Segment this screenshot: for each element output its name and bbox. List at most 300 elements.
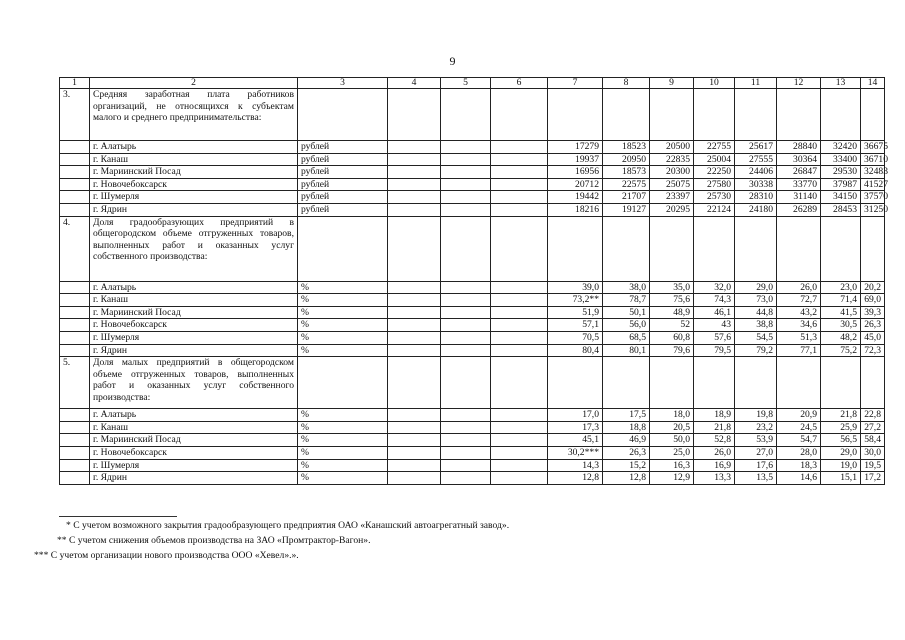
empty-cell: [441, 178, 491, 191]
value-cell: 36675: [861, 141, 885, 154]
value-cell: 20950: [603, 153, 650, 166]
empty-cell: [861, 357, 885, 409]
section-number: 3.: [60, 89, 90, 141]
unit-cell: %: [298, 306, 388, 319]
city-name: г. Алатырь: [90, 409, 298, 422]
value-cell: 68,5: [603, 331, 650, 344]
empty-cell: [491, 421, 548, 434]
value-cell: 29,0: [735, 281, 777, 294]
empty-cell: [441, 141, 491, 154]
empty-cell: [441, 89, 491, 141]
empty-cell: [388, 409, 441, 422]
footnote-1: * С учетом возможного закрытия градообразующего предприятия ОАО «Канашский автоагрегатный завод».: [66, 520, 510, 531]
empty-cell: [650, 216, 694, 281]
empty-cell: [441, 357, 491, 409]
empty-cell: [735, 89, 777, 141]
value-cell: 20300: [650, 166, 694, 179]
value-cell: 34,6: [777, 319, 821, 332]
value-cell: 20712: [548, 178, 603, 191]
empty-cell: [388, 434, 441, 447]
value-cell: 31250: [861, 203, 885, 216]
value-cell: 26,0: [694, 446, 735, 459]
value-cell: 45,1: [548, 434, 603, 447]
empty-cell: [603, 216, 650, 281]
value-cell: 20,2: [861, 281, 885, 294]
empty-cell: [441, 153, 491, 166]
value-cell: 13,3: [694, 472, 735, 485]
value-cell: 16,3: [650, 459, 694, 472]
empty-cell: [388, 166, 441, 179]
empty-cell: [603, 357, 650, 409]
value-cell: 17,2: [861, 472, 885, 485]
footnote-2: ** С учетом снижения объемов производства на ЗАО «Промтрактор-Вагон».: [57, 535, 371, 546]
col-header: 10: [694, 78, 735, 89]
value-cell: 57,6: [694, 331, 735, 344]
value-cell: 30338: [735, 178, 777, 191]
city-name: г. Шумерля: [90, 459, 298, 472]
table-row: [60, 306, 885, 319]
value-cell: 17,0: [548, 409, 603, 422]
page-number: 9: [449, 54, 456, 68]
value-cell: 38,8: [735, 319, 777, 332]
city-name: г. Ядрин: [90, 344, 298, 357]
empty-cell: [441, 459, 491, 472]
value-cell: 45,0: [861, 331, 885, 344]
table-row: [60, 191, 885, 204]
empty-cell: [388, 178, 441, 191]
value-cell: 75,6: [650, 294, 694, 307]
value-cell: 32420: [821, 141, 861, 154]
col-header: 13: [821, 78, 861, 89]
empty-cell: [388, 472, 441, 485]
value-cell: 22124: [694, 203, 735, 216]
value-cell: 12,8: [548, 472, 603, 485]
empty-cell: [388, 203, 441, 216]
empty-cell: [60, 141, 90, 154]
value-cell: 37570: [861, 191, 885, 204]
value-cell: 18,0: [650, 409, 694, 422]
empty-cell: [60, 166, 90, 179]
value-cell: 23397: [650, 191, 694, 204]
empty-cell: [548, 89, 603, 141]
value-cell: 14,3: [548, 459, 603, 472]
value-cell: 17,3: [548, 421, 603, 434]
value-cell: 18,8: [603, 421, 650, 434]
value-cell: 58,4: [861, 434, 885, 447]
city-name: г. Шумерля: [90, 331, 298, 344]
empty-cell: [60, 306, 90, 319]
value-cell: 75,2: [821, 344, 861, 357]
section-title-row: [60, 357, 885, 409]
value-cell: 34150: [821, 191, 861, 204]
value-cell: 21707: [603, 191, 650, 204]
table-row: [60, 344, 885, 357]
value-cell: 24180: [735, 203, 777, 216]
col-header: 2: [90, 78, 298, 89]
section-title-row: [60, 216, 885, 281]
value-cell: 22755: [694, 141, 735, 154]
empty-cell: [603, 89, 650, 141]
city-name: г. Мариинский Посад: [90, 306, 298, 319]
empty-cell: [491, 446, 548, 459]
value-cell: 48,9: [650, 306, 694, 319]
unit-cell: %: [298, 281, 388, 294]
empty-cell: [298, 216, 388, 281]
city-name: г. Новочебоксарск: [90, 319, 298, 332]
empty-cell: [388, 344, 441, 357]
value-cell: 25617: [735, 141, 777, 154]
value-cell: 33400: [821, 153, 861, 166]
empty-cell: [388, 446, 441, 459]
empty-cell: [694, 357, 735, 409]
section-title: Средняя заработная плата работников организаций, не относящихся к субъектам малого и среднего предпринимательства:: [90, 89, 298, 141]
empty-cell: [650, 357, 694, 409]
value-cell: 29,0: [821, 446, 861, 459]
empty-cell: [777, 89, 821, 141]
value-cell: 51,9: [548, 306, 603, 319]
unit-cell: рублей: [298, 191, 388, 204]
empty-cell: [491, 344, 548, 357]
value-cell: 79,5: [694, 344, 735, 357]
empty-cell: [491, 357, 548, 409]
value-cell: 80,4: [548, 344, 603, 357]
value-cell: 21,8: [821, 409, 861, 422]
value-cell: 52: [650, 319, 694, 332]
value-cell: 77,1: [777, 344, 821, 357]
value-cell: 39,0: [548, 281, 603, 294]
unit-cell: рублей: [298, 178, 388, 191]
value-cell: 35,0: [650, 281, 694, 294]
col-header: 3: [298, 78, 388, 89]
value-cell: 78,7: [603, 294, 650, 307]
value-cell: 17,5: [603, 409, 650, 422]
value-cell: 28840: [777, 141, 821, 154]
value-cell: 73,2**: [548, 294, 603, 307]
empty-cell: [491, 191, 548, 204]
empty-cell: [60, 191, 90, 204]
empty-cell: [60, 434, 90, 447]
value-cell: 73,0: [735, 294, 777, 307]
empty-cell: [60, 421, 90, 434]
value-cell: 27,2: [861, 421, 885, 434]
empty-cell: [60, 472, 90, 485]
unit-cell: %: [298, 446, 388, 459]
empty-cell: [441, 294, 491, 307]
value-cell: 20,5: [650, 421, 694, 434]
empty-cell: [388, 141, 441, 154]
value-cell: 25730: [694, 191, 735, 204]
empty-cell: [491, 294, 548, 307]
value-cell: 14,6: [777, 472, 821, 485]
col-header: 14: [861, 78, 885, 89]
empty-cell: [441, 344, 491, 357]
empty-cell: [388, 331, 441, 344]
empty-cell: [821, 216, 861, 281]
empty-cell: [735, 357, 777, 409]
unit-cell: рублей: [298, 153, 388, 166]
empty-cell: [388, 281, 441, 294]
empty-cell: [60, 203, 90, 216]
col-header: 1: [60, 78, 90, 89]
empty-cell: [60, 178, 90, 191]
value-cell: 16956: [548, 166, 603, 179]
empty-cell: [694, 216, 735, 281]
empty-cell: [491, 89, 548, 141]
unit-cell: рублей: [298, 203, 388, 216]
value-cell: 12,9: [650, 472, 694, 485]
empty-cell: [60, 294, 90, 307]
value-cell: 23,0: [821, 281, 861, 294]
value-cell: 20500: [650, 141, 694, 154]
city-name: г. Канаш: [90, 294, 298, 307]
unit-cell: %: [298, 344, 388, 357]
city-name: г. Ядрин: [90, 472, 298, 485]
value-cell: 56,0: [603, 319, 650, 332]
value-cell: 60,8: [650, 331, 694, 344]
empty-cell: [491, 409, 548, 422]
empty-cell: [821, 357, 861, 409]
footnote-divider: [59, 516, 177, 517]
empty-cell: [441, 306, 491, 319]
value-cell: 71,4: [821, 294, 861, 307]
value-cell: 24406: [735, 166, 777, 179]
value-cell: 21,8: [694, 421, 735, 434]
empty-cell: [491, 166, 548, 179]
value-cell: 53,9: [735, 434, 777, 447]
value-cell: 26,3: [603, 446, 650, 459]
empty-cell: [60, 331, 90, 344]
empty-cell: [777, 357, 821, 409]
value-cell: 19,5: [861, 459, 885, 472]
col-header: 11: [735, 78, 777, 89]
value-cell: 24,5: [777, 421, 821, 434]
value-cell: 13,5: [735, 472, 777, 485]
value-cell: 18216: [548, 203, 603, 216]
empty-cell: [388, 459, 441, 472]
col-header: 4: [388, 78, 441, 89]
value-cell: 51,3: [777, 331, 821, 344]
col-header: 9: [650, 78, 694, 89]
value-cell: 26847: [777, 166, 821, 179]
empty-cell: [441, 203, 491, 216]
value-cell: 27555: [735, 153, 777, 166]
empty-cell: [388, 421, 441, 434]
empty-cell: [777, 216, 821, 281]
empty-cell: [491, 434, 548, 447]
value-cell: 12,8: [603, 472, 650, 485]
value-cell: 22,8: [861, 409, 885, 422]
value-cell: 25,9: [821, 421, 861, 434]
empty-cell: [861, 89, 885, 141]
empty-cell: [491, 281, 548, 294]
value-cell: 52,8: [694, 434, 735, 447]
empty-cell: [441, 166, 491, 179]
table-row: [60, 331, 885, 344]
table-row: [60, 294, 885, 307]
value-cell: 28,0: [777, 446, 821, 459]
city-name: г. Шумерля: [90, 191, 298, 204]
value-cell: 54,5: [735, 331, 777, 344]
value-cell: 15,2: [603, 459, 650, 472]
value-cell: 30,5: [821, 319, 861, 332]
unit-cell: рублей: [298, 166, 388, 179]
city-name: г. Новочебоксарск: [90, 178, 298, 191]
value-cell: 79,2: [735, 344, 777, 357]
table-row: [60, 446, 885, 459]
unit-cell: %: [298, 331, 388, 344]
value-cell: 19,8: [735, 409, 777, 422]
value-cell: 20295: [650, 203, 694, 216]
empty-cell: [388, 216, 441, 281]
value-cell: 18,9: [694, 409, 735, 422]
table-row: [60, 319, 885, 332]
value-cell: 22250: [694, 166, 735, 179]
empty-cell: [491, 203, 548, 216]
empty-cell: [735, 216, 777, 281]
value-cell: 19442: [548, 191, 603, 204]
value-cell: 32,0: [694, 281, 735, 294]
value-cell: 19937: [548, 153, 603, 166]
city-name: г. Канаш: [90, 421, 298, 434]
value-cell: 22835: [650, 153, 694, 166]
unit-cell: %: [298, 421, 388, 434]
empty-cell: [441, 216, 491, 281]
empty-cell: [491, 306, 548, 319]
value-cell: 16,9: [694, 459, 735, 472]
value-cell: 19,0: [821, 459, 861, 472]
table-row: [60, 203, 885, 216]
empty-cell: [491, 459, 548, 472]
value-cell: 27,0: [735, 446, 777, 459]
value-cell: 27580: [694, 178, 735, 191]
value-cell: 32483: [861, 166, 885, 179]
value-cell: 43: [694, 319, 735, 332]
empty-cell: [298, 357, 388, 409]
section-number: 5.: [60, 357, 90, 409]
empty-cell: [60, 281, 90, 294]
empty-cell: [388, 89, 441, 141]
value-cell: 72,7: [777, 294, 821, 307]
value-cell: 79,6: [650, 344, 694, 357]
empty-cell: [441, 191, 491, 204]
value-cell: 50,1: [603, 306, 650, 319]
value-cell: 57,1: [548, 319, 603, 332]
empty-cell: [388, 319, 441, 332]
value-cell: 70,5: [548, 331, 603, 344]
empty-cell: [60, 319, 90, 332]
footnote-3: *** С учетом организации нового производства ООО «Хевел».».: [34, 550, 299, 561]
value-cell: 28310: [735, 191, 777, 204]
value-cell: 31140: [777, 191, 821, 204]
empty-cell: [821, 89, 861, 141]
empty-cell: [388, 306, 441, 319]
section-number: 4.: [60, 216, 90, 281]
value-cell: 33770: [777, 178, 821, 191]
value-cell: 30364: [777, 153, 821, 166]
value-cell: 18523: [603, 141, 650, 154]
value-cell: 38,0: [603, 281, 650, 294]
empty-cell: [60, 446, 90, 459]
value-cell: 54,7: [777, 434, 821, 447]
empty-cell: [388, 294, 441, 307]
empty-cell: [861, 216, 885, 281]
section-title: Доля малых предприятий в общегородском объеме отгруженных товаров, выполненных работ и оказанных услуг собственного производства:: [90, 357, 298, 409]
col-header: 5: [441, 78, 491, 89]
table-row: [60, 421, 885, 434]
value-cell: 29530: [821, 166, 861, 179]
empty-cell: [650, 89, 694, 141]
value-cell: 37987: [821, 178, 861, 191]
value-cell: 44,8: [735, 306, 777, 319]
city-name: г. Новочебоксарск: [90, 446, 298, 459]
table-row: [60, 434, 885, 447]
header-row: [60, 78, 885, 89]
value-cell: 15,1: [821, 472, 861, 485]
empty-cell: [491, 178, 548, 191]
value-cell: 22575: [603, 178, 650, 191]
table-row: [60, 166, 885, 179]
value-cell: 30,0: [861, 446, 885, 459]
empty-cell: [548, 216, 603, 281]
unit-cell: %: [298, 409, 388, 422]
value-cell: 18,3: [777, 459, 821, 472]
empty-cell: [694, 89, 735, 141]
empty-cell: [491, 331, 548, 344]
unit-cell: %: [298, 459, 388, 472]
col-header: 7: [548, 78, 603, 89]
value-cell: 23,2: [735, 421, 777, 434]
value-cell: 26289: [777, 203, 821, 216]
city-name: г. Канаш: [90, 153, 298, 166]
empty-cell: [441, 434, 491, 447]
city-name: г. Ядрин: [90, 203, 298, 216]
value-cell: 25004: [694, 153, 735, 166]
empty-cell: [60, 409, 90, 422]
empty-cell: [491, 319, 548, 332]
value-cell: 80,1: [603, 344, 650, 357]
value-cell: 26,3: [861, 319, 885, 332]
col-header: 12: [777, 78, 821, 89]
unit-cell: рублей: [298, 141, 388, 154]
value-cell: 41,5: [821, 306, 861, 319]
unit-cell: %: [298, 319, 388, 332]
table-row: [60, 178, 885, 191]
empty-cell: [60, 459, 90, 472]
section-title: Доля градообразующих предприятий в общегородском объеме отгруженных товаров, выполненных работ и оказанных услуг собственного производства:: [90, 216, 298, 281]
empty-cell: [441, 446, 491, 459]
value-cell: 56,5: [821, 434, 861, 447]
value-cell: 69,0: [861, 294, 885, 307]
value-cell: 18573: [603, 166, 650, 179]
table-row: [60, 141, 885, 154]
empty-cell: [60, 153, 90, 166]
empty-cell: [491, 153, 548, 166]
table-row: [60, 472, 885, 485]
table-row: [60, 281, 885, 294]
col-header: 6: [491, 78, 548, 89]
value-cell: 20,9: [777, 409, 821, 422]
value-cell: 41527: [861, 178, 885, 191]
city-name: г. Алатырь: [90, 281, 298, 294]
value-cell: 39,3: [861, 306, 885, 319]
value-cell: 17,6: [735, 459, 777, 472]
empty-cell: [441, 281, 491, 294]
empty-cell: [441, 472, 491, 485]
col-header: 8: [603, 78, 650, 89]
value-cell: 19127: [603, 203, 650, 216]
value-cell: 46,9: [603, 434, 650, 447]
table-row: [60, 459, 885, 472]
